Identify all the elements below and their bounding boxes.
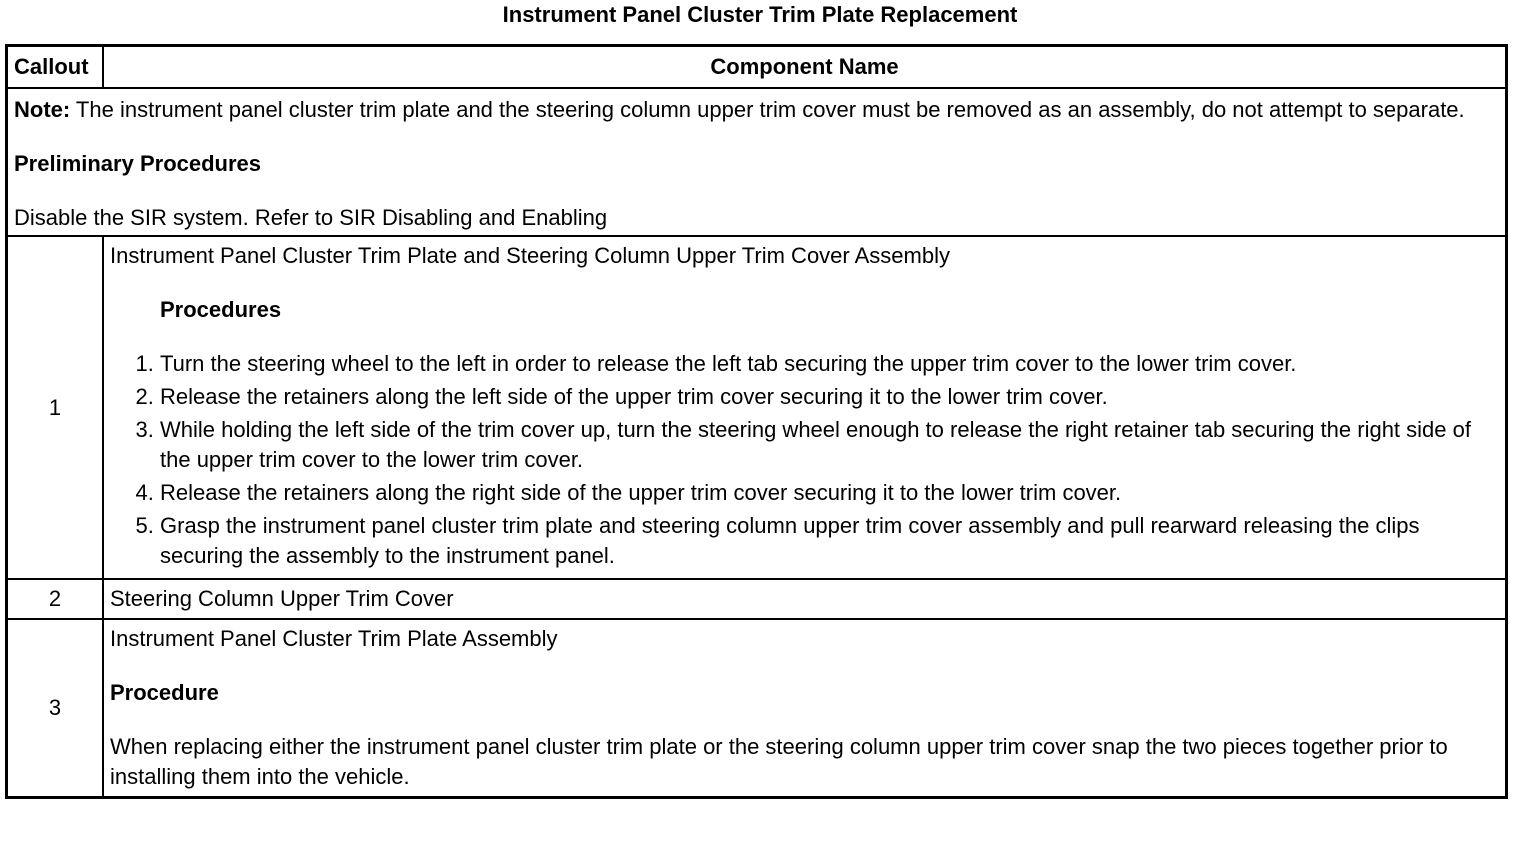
procedure-step: 3. While holding the left side of the trim cover up, turn the steering wheel enough to release the right retainer tab securing the right side of the upper trim cover to the lower trim cover. [160, 415, 1499, 475]
procedure-text: When replacing either the instrument panel cluster trim plate or the steering column upper trim cover snap the two pieces together prior to installing them into the vehicle. [110, 734, 1448, 789]
procedure-step: 2. Release the retainers along the left side of the upper trim cover securing it to the lower trim cover. [160, 382, 1499, 412]
note-row [7, 88, 1507, 236]
component-name-3: Instrument Panel Cluster Trim Plate Assembly [110, 626, 558, 651]
callout-3: 3 [7, 619, 104, 798]
note-paragraph [14, 95, 1499, 125]
procedure-step: 1. Turn the steering wheel to the left in order to release the left tab securing the upper trim cover to the lower trim cover. [160, 349, 1499, 379]
callout-header: Callout [7, 46, 104, 89]
component-name-1: Instrument Panel Cluster Trim Plate and Steering Column Upper Trim Cover Assembly [110, 243, 950, 268]
preliminary-heading: Preliminary Procedures [14, 151, 262, 176]
note-text: The instrument panel cluster trim plate and the steering column upper trim cover must be removed as an assembly, do not attempt to separate. [70, 97, 1465, 122]
procedures-heading: Procedures [160, 297, 282, 322]
note-cell [7, 88, 1507, 236]
component-table [5, 44, 1508, 799]
table-row [7, 579, 1507, 619]
table-row [7, 619, 1507, 798]
table-row [7, 236, 1507, 579]
callout-1: 1 [7, 236, 104, 579]
page-title: Instrument Panel Cluster Trim Plate Replacement [502, 2, 1018, 27]
component-name-header: Component Name [103, 46, 1507, 89]
table-header-row [7, 46, 1507, 89]
preliminary-text: Disable the SIR system. Refer to SIR Disabling and Enabling [14, 205, 608, 230]
note-label: Note: [14, 97, 71, 122]
callout-2: 2 [7, 579, 104, 619]
component-cell-3 [103, 619, 1507, 798]
procedure-heading: Procedure [110, 680, 219, 705]
procedure-step: 4. Release the retainers along the right side of the upper trim cover securing it to the lower trim cover. [160, 478, 1499, 508]
procedure-steps-list [110, 349, 1499, 571]
component-name-2: Steering Column Upper Trim Cover [103, 579, 1507, 619]
component-cell-1 [103, 236, 1507, 579]
procedure-step: 5. Grasp the instrument panel cluster trim plate and steering column upper trim cover assembly and pull rearward releasing the clips securing the assembly to the instrument panel. [160, 511, 1499, 571]
